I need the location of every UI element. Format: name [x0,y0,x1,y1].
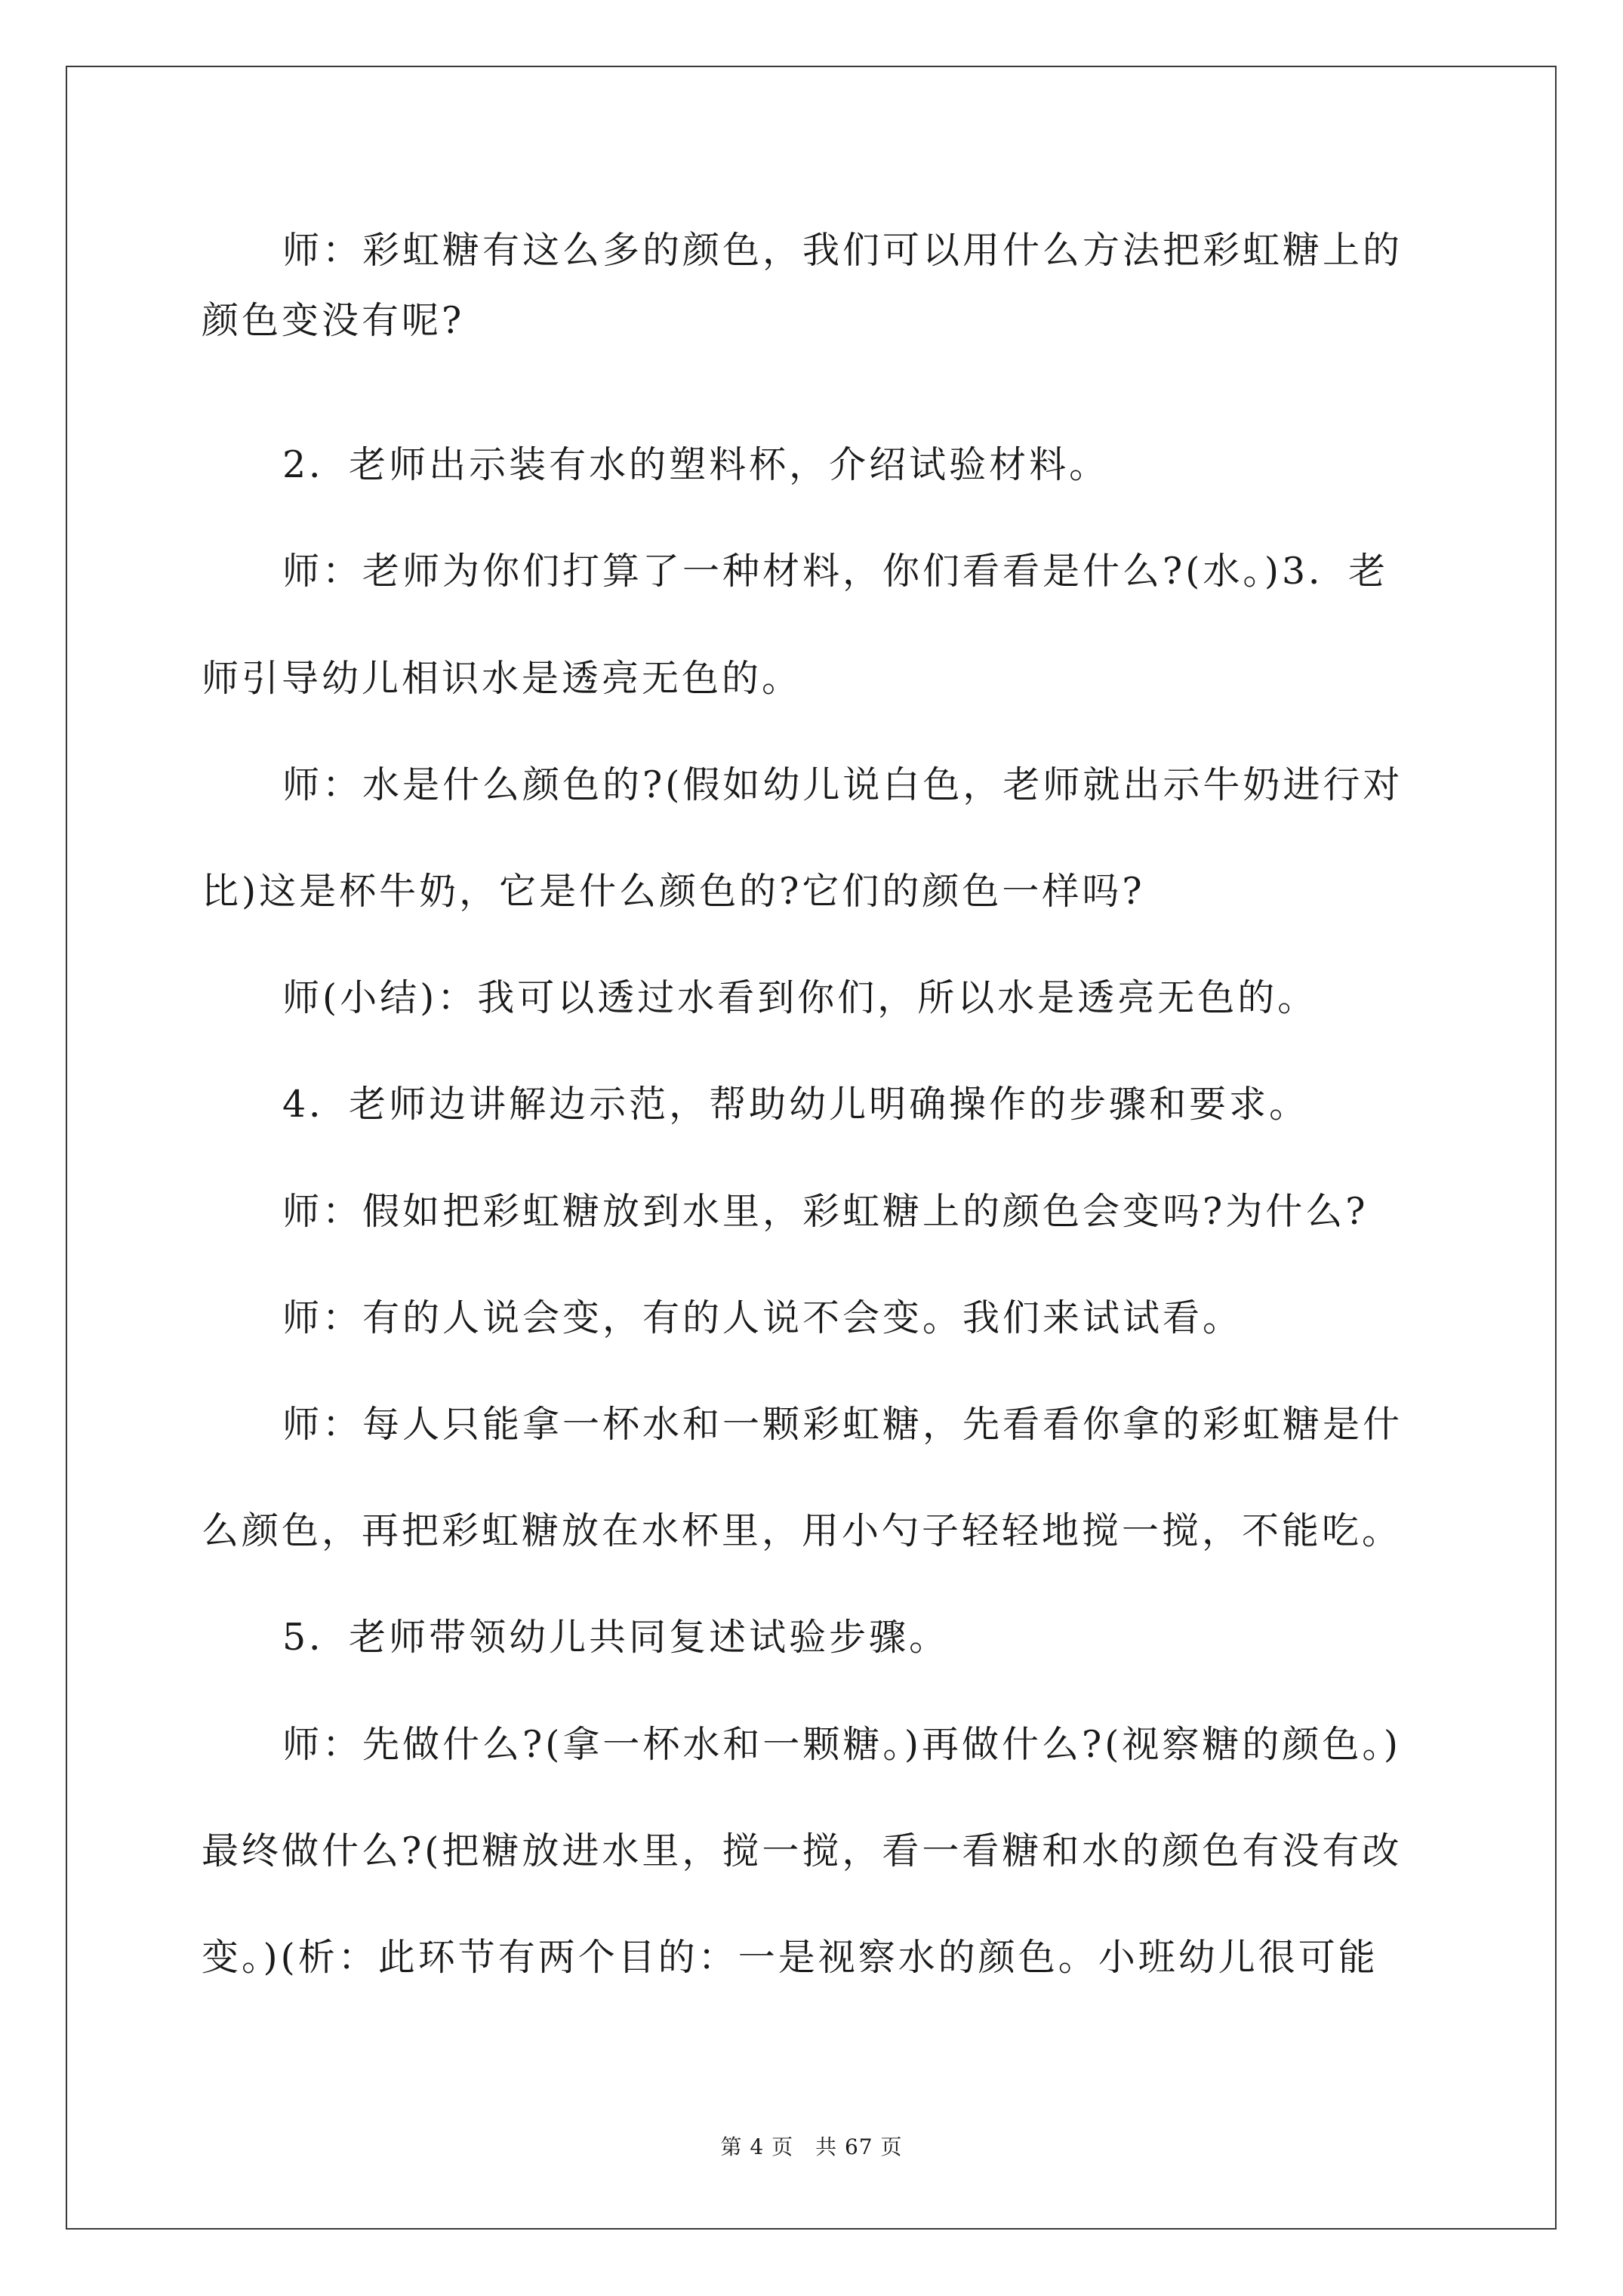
text-line-8: 师(小结)：我可以透过水看到你们，所以水是透亮无色的。 [282,976,1318,1019]
text-line-1: 师：彩虹糖有这么多的颜色，我们可以用什么方法把彩虹糖上的 [282,229,1403,272]
page-border [66,66,1557,2230]
text-line-4: 师：老师为你们打算了一种材料，你们看看是什么?(水。)3．老 [282,550,1389,593]
text-line-11: 师：有的人说会变，有的人说不会变。我们来试试看。 [282,1296,1243,1339]
text-line-2: 颜色变没有呢? [202,299,465,342]
text-line-5: 师引导幼儿相识水是透亮无色的。 [202,657,802,700]
text-line-3: 2．老师出示装有水的塑料杯，介绍试验材料。 [282,443,1110,486]
text-line-7: 比)这是杯牛奶，它是什么颜色的?它们的颜色一样吗? [202,870,1145,913]
text-line-17: 变。)(析：此环节有两个目的：一是视察水的颜色。小班幼儿很可能 [202,1936,1378,1979]
text-line-10: 师：假如把彩虹糖放到水里，彩虹糖上的颜色会变吗?为什么? [282,1190,1369,1233]
text-line-14: 5．老师带领幼儿共同复述试验步骤。 [282,1616,950,1659]
page-footer: 第 4 页 共 67 页 [720,2134,903,2159]
text-line-15: 师：先做什么?(拿一杯水和一颗糖。)再做什么?(视察糖的颜色。) [282,1723,1402,1766]
text-line-9: 4．老师边讲解边示范，帮助幼儿明确操作的步骤和要求。 [282,1083,1310,1126]
text-line-6: 师：水是什么颜色的?(假如幼儿说白色，老师就出示牛奶进行对 [282,763,1403,806]
text-line-16: 最终做什么?(把糖放进水里，搅一搅，看一看糖和水的颜色有没有改 [202,1829,1403,1872]
text-line-12: 师：每人只能拿一杯水和一颗彩虹糖，先看看你拿的彩虹糖是什 [282,1403,1403,1446]
text-line-13: 么颜色，再把彩虹糖放在水杯里，用小勺子轻轻地搅一搅，不能吃。 [202,1509,1403,1552]
